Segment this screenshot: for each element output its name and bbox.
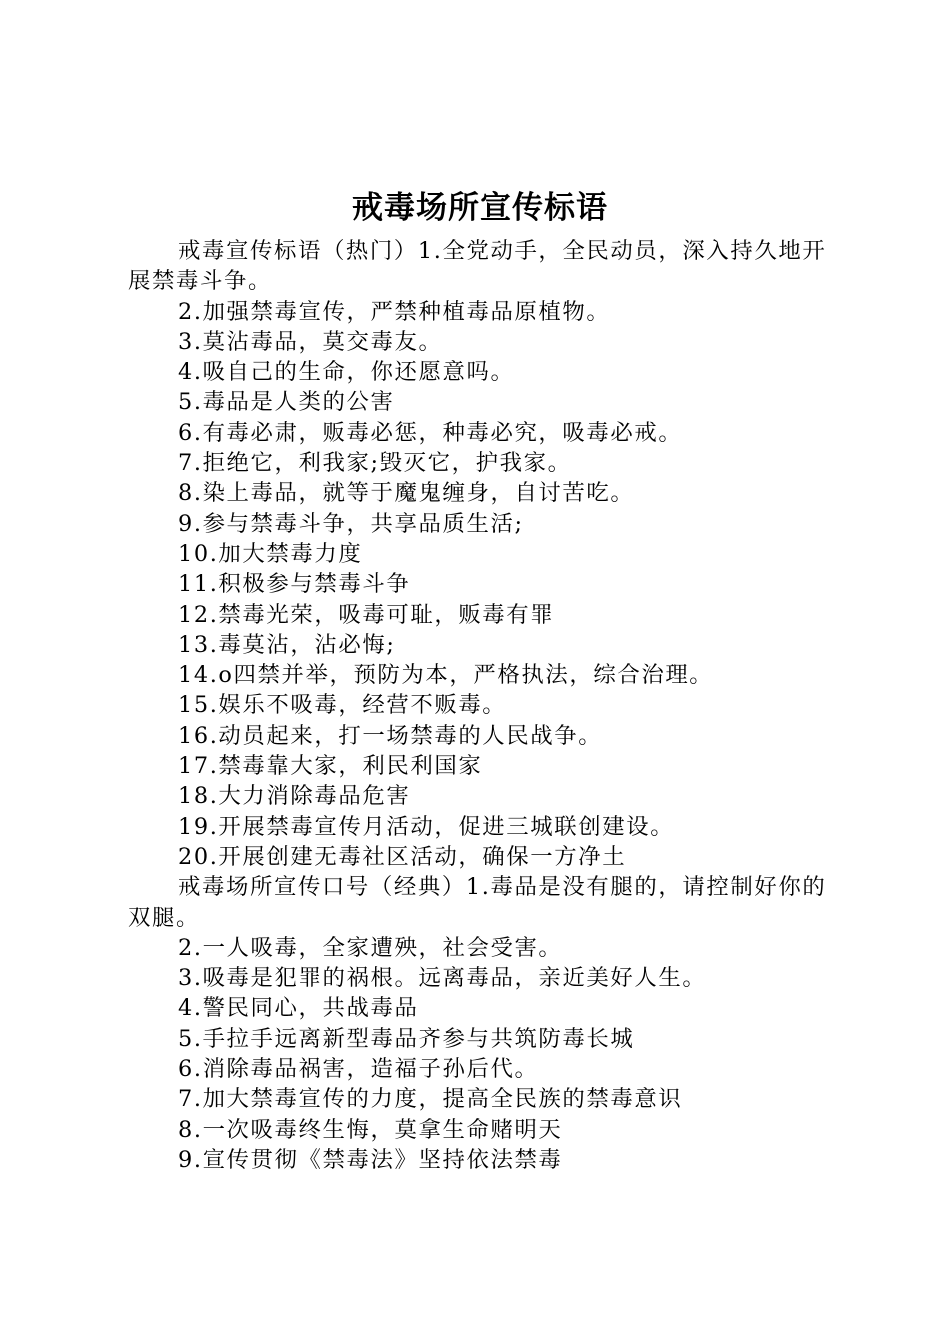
list-item: 4.吸自己的生命，你还愿意吗。: [178, 359, 515, 386]
list-item: 6.消除毒品祸害，造福子孙后代。: [178, 1056, 539, 1083]
section2-list: [128, 933, 832, 1175]
list-item: 4.警民同心，共战毒品: [178, 995, 419, 1022]
list-item: 13.毒莫沾，沾必悔;: [178, 631, 396, 658]
list-item: 7.加大禁毒宣传的力度，提高全民族的禁毒意识: [178, 1086, 683, 1113]
document-page: [128, 0, 832, 1344]
list-item: 3.莫沾毒品，莫交毒友。: [178, 328, 443, 355]
list-item: 5.手拉手远离新型毒品齐参与共筑防毒长城: [178, 1025, 635, 1052]
document-body: [128, 236, 832, 1175]
list-item: 5.毒品是人类的公害: [178, 389, 395, 416]
list-item: 16.动员起来，打一场禁毒的人民战争。: [178, 722, 603, 749]
list-item: 12.禁毒光荣，吸毒可耻，贩毒有罪: [178, 601, 555, 628]
list-item: 15.娱乐不吸毒，经营不贩毒。: [178, 692, 507, 719]
list-item: 20.开展创建无毒社区活动，确保一方净土: [178, 843, 627, 870]
section2-intro: 戒毒场所宣传口号（经典）1.毒品是没有腿的，请控制好你的双腿。: [128, 874, 827, 931]
list-item: 9.宣传贯彻《禁毒法》坚持依法禁毒: [178, 1146, 563, 1173]
list-item: 6.有毒必肃，贩毒必惩，种毒必究，吸毒必戒。: [178, 419, 683, 446]
list-item: 18.大力消除毒品危害: [178, 783, 411, 810]
section1-intro: 戒毒宣传标语（热门）1.全党动手，全民动员，深入持久地开展禁毒斗争。: [128, 238, 827, 295]
list-item: 9.参与禁毒斗争，共享品质生活;: [178, 510, 524, 537]
list-item: 14.o四禁并举，预防为本，严格执法，综合治理。: [178, 662, 714, 689]
list-item: 3.吸毒是犯罪的祸根。远离毒品，亲近美好人生。: [178, 965, 707, 992]
list-item: 2.一人吸毒，全家遭殃，社会受害。: [178, 934, 563, 961]
list-item: 17.禁毒靠大家，利民利国家: [178, 753, 483, 780]
list-item: 7.拒绝它，利我家;毁灭它，护我家。: [178, 450, 572, 477]
list-item: 8.一次吸毒终生悔，莫拿生命赌明天: [178, 1116, 563, 1143]
document-title: 戒毒场所宣传标语: [352, 190, 608, 226]
list-item: 19.开展禁毒宣传月活动，促进三城联创建设。: [178, 813, 675, 840]
section1-list: [128, 297, 832, 873]
list-item: 2.加强禁毒宣传，严禁种植毒品原植物。: [178, 298, 611, 325]
list-item: 10.加大禁毒力度: [178, 540, 363, 567]
list-item: 11.积极参与禁毒斗争: [178, 571, 411, 598]
list-item: 8.染上毒品，就等于魔鬼缠身，自讨苦吃。: [178, 480, 635, 507]
